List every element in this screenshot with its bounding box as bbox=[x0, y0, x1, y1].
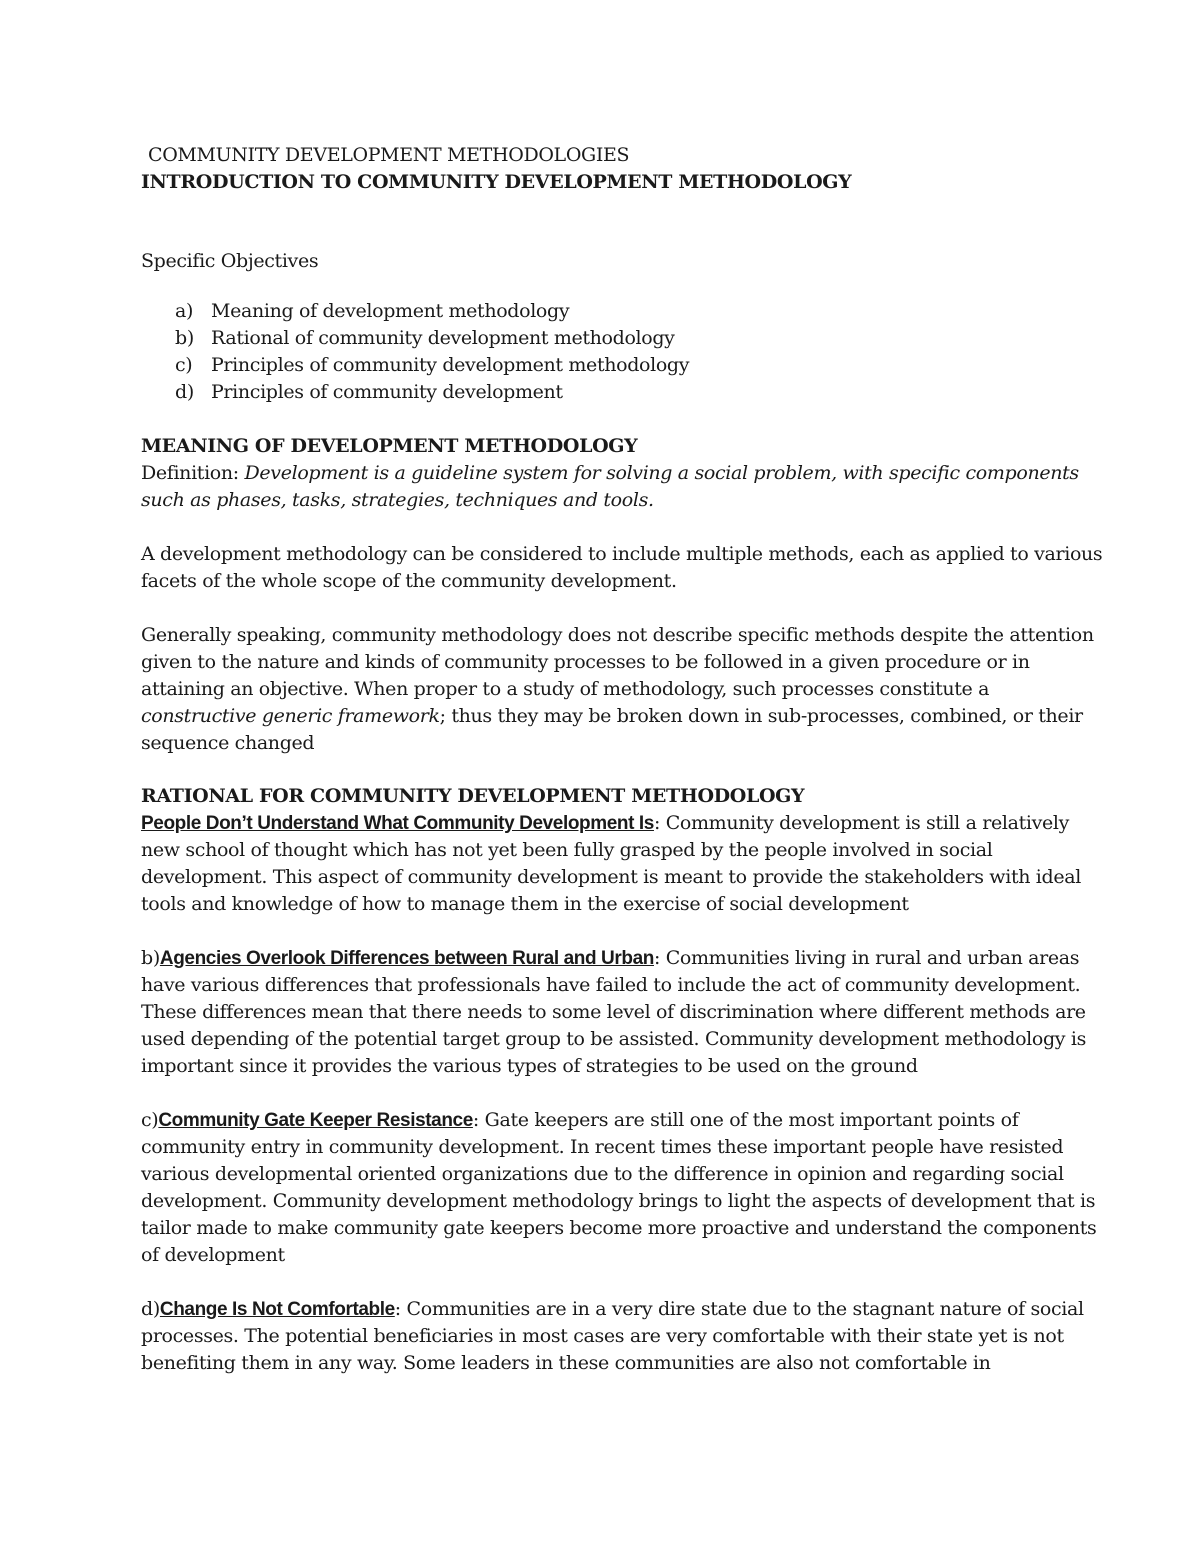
document-subtitle: INTRODUCTION TO COMMUNITY DEVELOPMENT METHODOLOGY bbox=[141, 171, 852, 193]
rational-point-prefix: d) bbox=[141, 1298, 160, 1320]
rational-point-4 bbox=[141, 1296, 1106, 1377]
rational-point-label: Change Is Not Comfortable bbox=[159, 1299, 395, 1320]
list-marker: c) bbox=[175, 354, 193, 376]
list-item bbox=[141, 325, 1106, 352]
document-title: COMMUNITY DEVELOPMENT METHODOLOGIES bbox=[148, 144, 630, 166]
list-item bbox=[141, 352, 1106, 379]
meaning-paragraph-2-start: Generally speaking, community methodology does not describe specific methods despite the attention given to the nature and kinds of community processes to be followed in a given procedure or in attaining an objective. When proper to a study of methodology, such processes constitute a bbox=[141, 624, 1094, 700]
meaning-paragraph-2 bbox=[141, 622, 1106, 757]
list-item-text: Rational of community development methodology bbox=[211, 327, 675, 349]
rational-point-label: Agencies Overlook Differences between Rural and Urban bbox=[159, 948, 654, 969]
meaning-paragraph-1: A development methodology can be considered to include multiple methods, each as applied to various facets of the whole scope of the community development. bbox=[141, 543, 1103, 592]
rational-point-3 bbox=[141, 1107, 1106, 1269]
rational-point-1 bbox=[141, 810, 1106, 918]
list-marker: b) bbox=[175, 327, 194, 349]
document-content bbox=[141, 142, 1106, 1377]
rational-point-2 bbox=[141, 945, 1106, 1080]
list-item bbox=[141, 379, 1106, 406]
rational-point-label: Community Gate Keeper Resistance bbox=[158, 1110, 473, 1131]
rational-point-text: : Communities living in rural and urban areas have various differences that professionals have failed to include the act of community development. These differences mean that there needs to some level of discrimination where different methods are used depending of the potential target group to be assisted. Community development methodology is important since it provides the various types of strategies to be used on the ground bbox=[141, 947, 1086, 1077]
rational-heading: RATIONAL FOR COMMUNITY DEVELOPMENT METHODOLOGY bbox=[141, 785, 805, 807]
objectives-list bbox=[141, 298, 1106, 406]
rational-point-prefix: b) bbox=[141, 947, 160, 969]
list-marker: d) bbox=[175, 381, 194, 403]
list-item bbox=[141, 298, 1106, 325]
meaning-paragraph-2-end: ; thus they may be broken down in sub-processes, combined, or their sequence changed bbox=[141, 705, 1083, 754]
rational-point-text: : Gate keepers are still one of the most important points of community entry in community development. In recent times these important people have resisted various developmental oriented organizations due to the difference in opinion and regarding social development. Community development methodology brings to light the aspects of development that is tailor made to make community gate keepers become more proactive and understand the components of development bbox=[141, 1109, 1097, 1266]
meaning-heading: MEANING OF DEVELOPMENT METHODOLOGY bbox=[141, 435, 638, 457]
meaning-paragraph-2-italic: constructive generic framework bbox=[141, 705, 440, 727]
objectives-heading: Specific Objectives bbox=[141, 250, 319, 272]
rational-point-prefix: c) bbox=[141, 1109, 159, 1131]
rational-point-label: People Don’t Understand What Community Development Is bbox=[141, 813, 654, 834]
list-item-text: Principles of community development methodology bbox=[211, 354, 690, 376]
rational-point-text: : Community development is still a relatively new school of thought which has not yet been fully grasped by the people involved in social development. This aspect of community development is meant to provide the stakeholders with ideal tools and knowledge of how to manage them in the exercise of social development bbox=[141, 812, 1081, 915]
definition-paragraph bbox=[141, 460, 1106, 514]
definition-label: Definition: bbox=[141, 462, 245, 484]
definition-text: Development is a guideline system for solving a social problem, with specific components such as phases, tasks, strategies, techniques and tools. bbox=[141, 462, 1079, 511]
list-item-text: Meaning of development methodology bbox=[211, 300, 570, 322]
list-marker: a) bbox=[175, 300, 194, 322]
list-item-text: Principles of community development bbox=[211, 381, 563, 403]
rational-point-text: : Communities are in a very dire state due to the stagnant nature of social processes. The potential beneficiaries in most cases are very comfortable with their state yet is not benefiting them in any way. Some leaders in these communities are also not comfortable in bbox=[141, 1298, 1084, 1374]
